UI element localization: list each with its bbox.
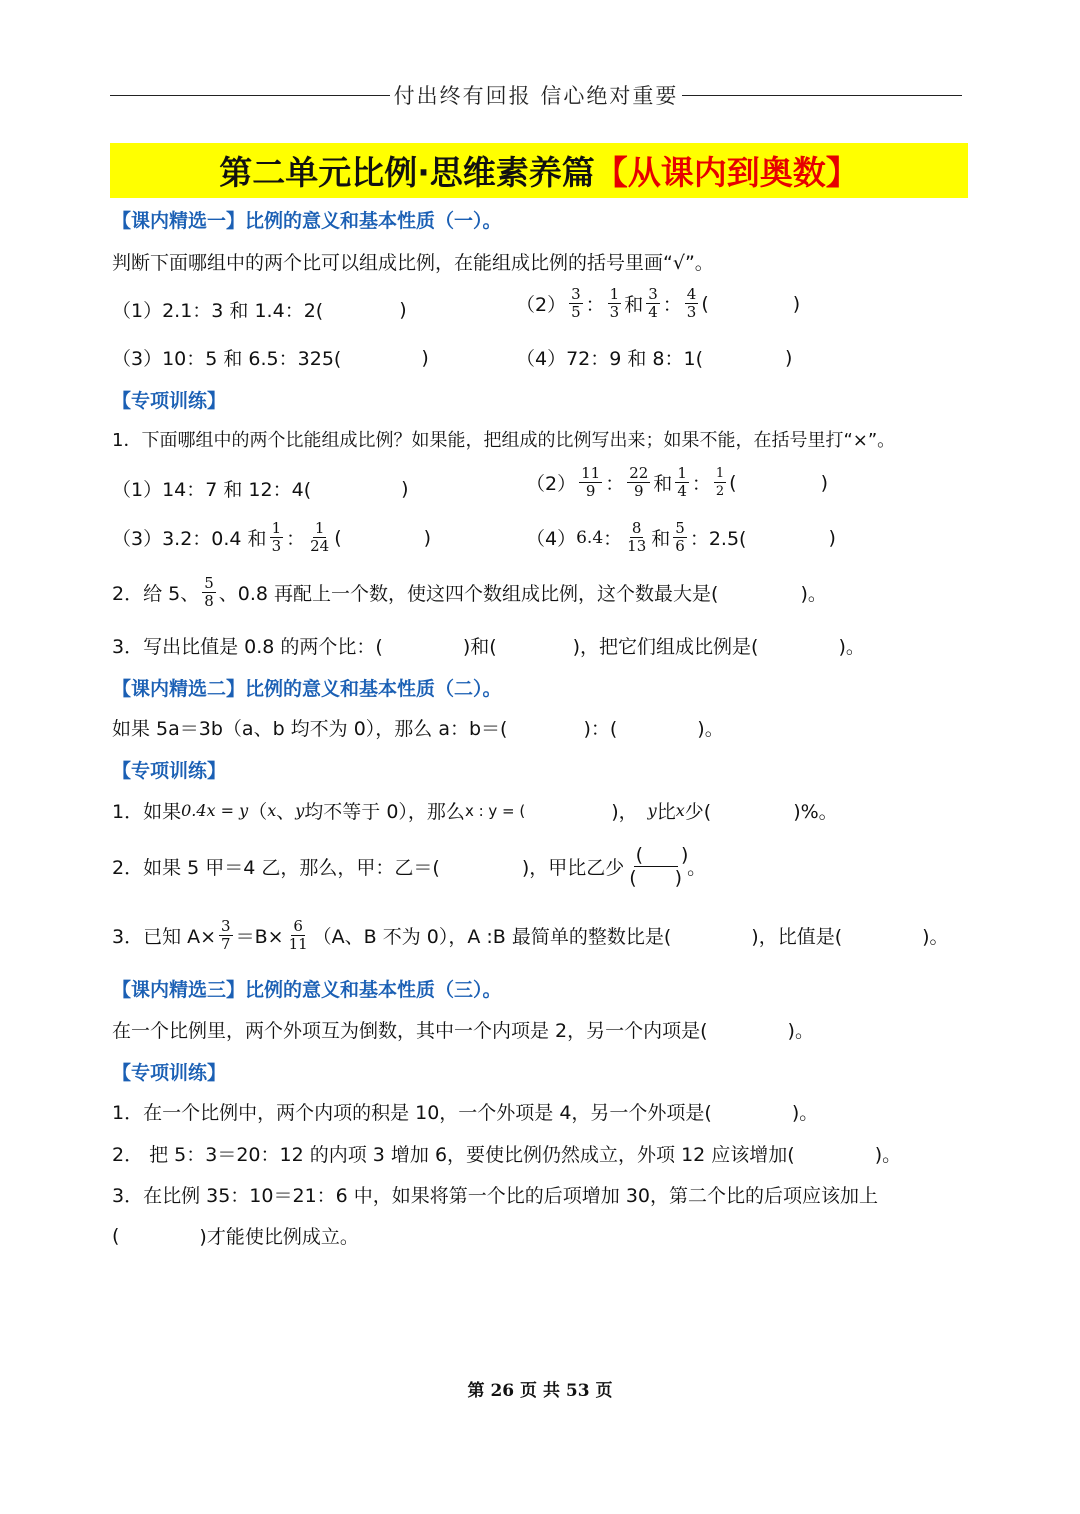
fraction-3-4: $\frac{3}{4}$ — [648, 285, 658, 321]
t3-p3: 3．在比例 35：10＝21：6 中，如果将第一个比的后项增加 30，第二个比的后项应该加上 — [112, 1185, 879, 1207]
fraction-1-2: $\frac{1}{2}$ — [715, 466, 725, 499]
t1-p3-text: 3．写出比值是 0.8 的两个比：( — [112, 636, 383, 658]
t1-p2-text: 、0.8 再配上一个数，使这四个数组成比例，这个数最大是( — [218, 583, 719, 605]
fraction-1-24: $\frac{1}{24}$ — [310, 519, 330, 555]
t1-p2-close: )。 — [800, 583, 827, 605]
section3-intro — [112, 1016, 814, 1043]
t1-a1-text: （1）14：7 和 12：4( — [112, 479, 312, 501]
s1-q3 — [112, 344, 429, 371]
page-number: 第 26 页 共 53 页 — [467, 1381, 613, 1401]
and-word: 和 — [624, 294, 644, 316]
t1-a2-label: （2） — [526, 473, 577, 495]
t1-a4-text: ：2.5( — [689, 528, 747, 550]
s2-intro-mid: )：( — [583, 718, 618, 740]
t2-p1-x: x — [267, 801, 277, 820]
colon: ： — [286, 528, 306, 550]
and-word: 和 — [651, 528, 671, 550]
t2-p1-text: 均不等于 0），那么 — [304, 801, 465, 823]
t1-a1 — [112, 475, 409, 502]
t1-p1: 1．下面哪组中的两个比能组成比例？如果能，把组成的比例写出来；如果不能，在括号里打“×”。 — [112, 430, 896, 451]
training2-heading: 【专项训练】 — [112, 760, 227, 782]
title-main: 第二单元比例·思维素养篇 — [219, 153, 595, 192]
t3-p1-end: )。 — [791, 1102, 819, 1124]
section2-intro — [112, 714, 724, 741]
fraction-1-4: $\frac{1}{4}$ — [677, 464, 687, 500]
s1-q3-close: ) — [421, 346, 429, 369]
s1-q1 — [112, 296, 407, 323]
t2-p1-less: 少( — [684, 801, 712, 823]
t1-a3-close: ) — [423, 526, 432, 549]
s1-q1-close: ) — [399, 298, 407, 321]
fraction-3-5: $\frac{3}{5}$ — [571, 285, 581, 321]
fraction-8-13: $\frac{8}{13}$ — [627, 519, 647, 555]
t1-p3 — [112, 632, 865, 659]
colon: ： — [605, 473, 625, 495]
colon: ： — [662, 294, 682, 316]
section2-heading: 【课内精选二】比例的意义和基本性质（二）。 — [112, 678, 502, 700]
fraction-3-7: $\frac{3}{7}$ — [221, 917, 231, 953]
fraction-4-3: $\frac{4}{3}$ — [686, 285, 697, 321]
t1-p2 — [112, 575, 827, 610]
t2-p1-ratio: x : y = ( — [464, 801, 526, 820]
t1-a2 — [526, 465, 828, 500]
fraction-6-11: $\frac{6}{11}$ — [288, 917, 308, 953]
t1-a1-close: ) — [401, 477, 409, 500]
t3-p1-text: 1．在一个比例中，两个内项的积是 10，一个外项是 4，另一个外项是( — [112, 1102, 712, 1124]
t2-p1-y: y — [295, 801, 305, 820]
s1-q2-close: ) — [792, 292, 801, 315]
t2-p1-paren: （ — [248, 801, 268, 823]
fraction-1-3: $\frac{1}{3}$ — [609, 285, 620, 321]
t1-a2-close: ) — [820, 471, 828, 494]
fraction-5-8: $\frac{5}{8}$ — [204, 574, 214, 610]
page-header — [110, 80, 962, 110]
header-rule-left — [110, 95, 390, 96]
s1-q3-text: （3）10：5 和 6.5：325( — [112, 348, 342, 370]
s1-q2-label: （2） — [516, 294, 567, 316]
t2-p3-text: （A、B 不为 0），A :B 最简单的整数比是( — [312, 926, 672, 948]
t1-p3-form: )，把它们组成比例是( — [572, 636, 759, 658]
blank-fraction: $\frac{( )}{( )}$ — [629, 844, 689, 889]
s3-intro-end: )。 — [787, 1020, 814, 1042]
t2-p2-mid: )，甲比乙少 — [521, 857, 625, 879]
t2-p1-x2: x — [675, 801, 685, 820]
title-banner — [110, 143, 968, 198]
t2-p3-ratio: )，比值是( — [751, 926, 843, 948]
s1-q4 — [516, 344, 792, 371]
s1-q4-close: ) — [785, 346, 793, 369]
fraction-1-3: $\frac{1}{3}$ — [271, 519, 282, 555]
fraction-22-9: $\frac{22}{9}$ — [629, 464, 649, 500]
t2-p2-text: 2．如果 5 甲＝4 乙，那么，甲：乙＝( — [112, 857, 440, 879]
s2-intro-end: )。 — [697, 718, 724, 740]
t2-p1-equation: 0.4x = y — [181, 801, 249, 820]
fraction-11-9: $\frac{11}{9}$ — [581, 464, 601, 500]
t3-p2-end: )。 — [874, 1144, 902, 1166]
t2-p3-pre: 3．已知 A× — [112, 926, 217, 948]
t1-a3-text: （3）3.2：0.4 和 — [112, 528, 267, 550]
t3-p1 — [112, 1098, 818, 1125]
and-word: 和 — [653, 473, 673, 495]
t1-a2-open: ( — [729, 471, 737, 494]
t1-p3-close: )。 — [838, 636, 865, 658]
t2-p1-compare: 比 — [656, 801, 676, 823]
t1-p2-pre: 2．给 5、 — [112, 583, 200, 605]
t3-p2-text: 2． 把 5：3＝20：12 的内项 3 增加 6，要使比例仍然成立，外项 12 应该增加( — [112, 1144, 795, 1166]
section1-heading: 【课内精选一】比例的意义和基本性质（一）。 — [112, 210, 502, 232]
t2-p1-y2: y — [647, 801, 657, 820]
header-rule-right — [682, 95, 962, 96]
training1-heading: 【专项训练】 — [112, 390, 227, 412]
t1-a3 — [112, 520, 431, 555]
t1-a4-num: 6.4 — [576, 527, 604, 548]
t2-p1-close: )， — [611, 801, 638, 823]
t3-p3-open: ( — [112, 1224, 120, 1247]
t1-a3-open: ( — [334, 526, 342, 549]
colon: ： — [603, 528, 623, 550]
section3-heading: 【课内精选三】比例的意义和基本性质（三）。 — [112, 979, 502, 1001]
t2-p3 — [112, 918, 949, 953]
t2-p3-end: )。 — [922, 926, 949, 948]
s1-q2-open: ( — [701, 292, 709, 315]
colon: ： — [585, 294, 605, 316]
t2-p2-end: 。 — [687, 857, 707, 879]
colon: ： — [691, 473, 711, 495]
s1-q4-text: （4）72：9 和 8：1( — [516, 348, 704, 370]
t1-p3-and: )和( — [462, 636, 497, 658]
s3-intro-text: 在一个比例里，两个外项互为倒数，其中一个内项是 2，另一个内项是( — [112, 1020, 708, 1042]
t1-a4-close: ) — [828, 526, 836, 549]
t2-p1-sep: 、 — [276, 801, 296, 823]
training3-heading: 【专项训练】 — [112, 1062, 227, 1084]
t1-a4-label: （4） — [526, 528, 577, 550]
t2-p1 — [112, 797, 838, 824]
s1-q2 — [516, 286, 800, 321]
t2-p3-mid: ＝B× — [235, 926, 284, 948]
s2-intro-text: 如果 5a＝3b（a、b 均不为 0），那么 a：b＝( — [112, 718, 508, 740]
fraction-5-6: $\frac{5}{6}$ — [675, 519, 685, 555]
header-motto: 付出终有回报 信心绝对重要 — [393, 84, 679, 108]
t2-p1-pre: 1．如果 — [112, 801, 182, 823]
title-red: 【从课内到奥数】 — [594, 153, 859, 192]
t2-p2 — [112, 844, 706, 889]
t3-p2 — [112, 1140, 901, 1167]
t3-p3-end: )才能使比例成立。 — [199, 1226, 359, 1248]
section1-intro: 判断下面哪组中的两个比可以组成比例，在能组成比例的括号里画“√”。 — [112, 252, 714, 274]
s1-q1-text: （1）2.1：3 和 1.4：2( — [112, 300, 324, 322]
t1-a4 — [526, 520, 836, 555]
t3-p3-cont — [112, 1222, 359, 1249]
t2-p1-end: )%。 — [793, 801, 838, 823]
